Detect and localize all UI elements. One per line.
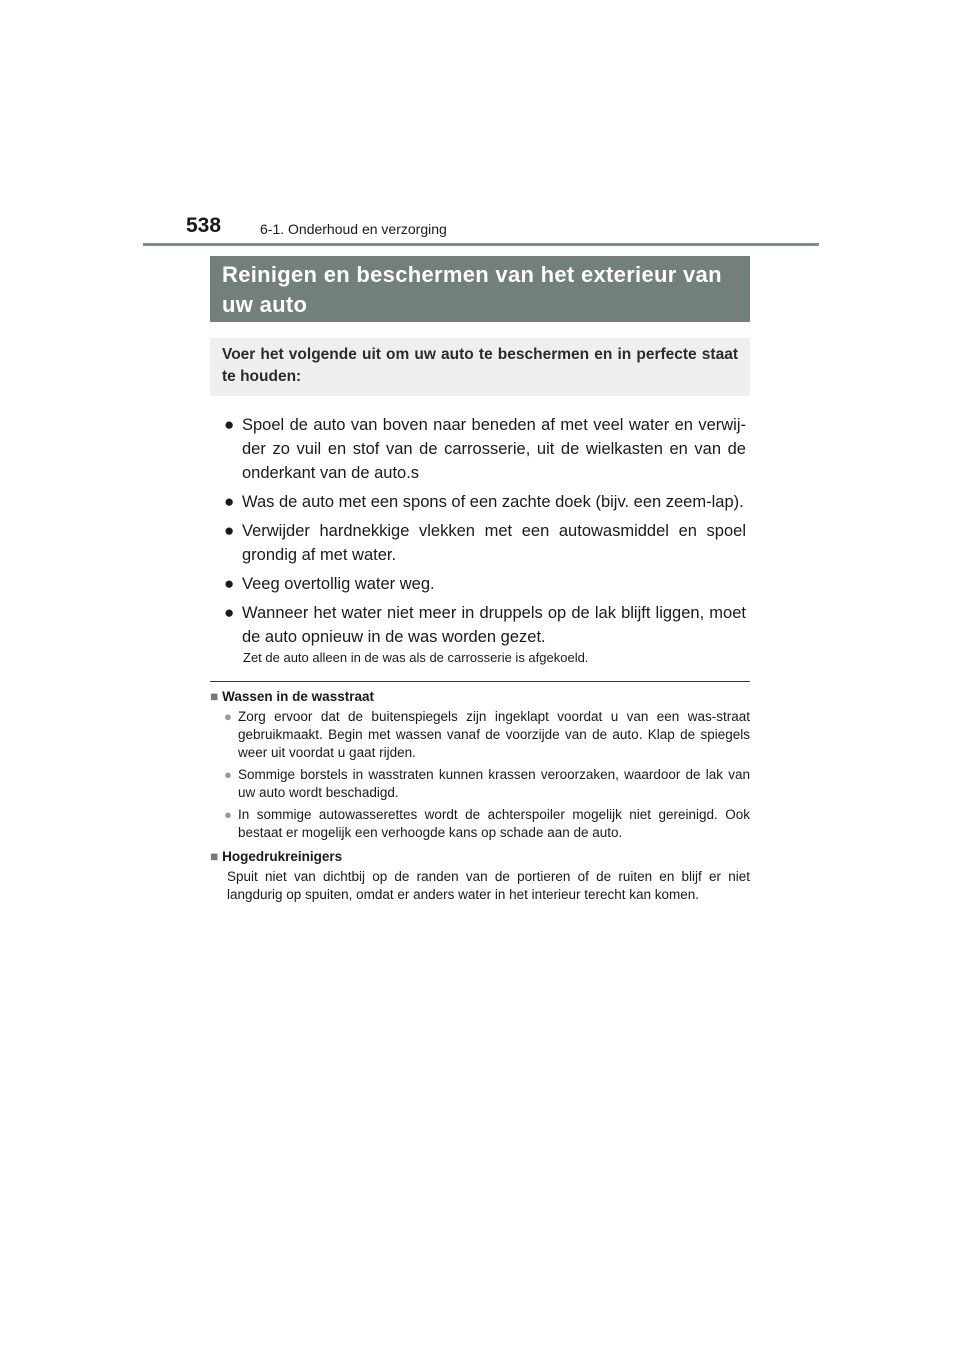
list-item-text: Wanneer het water niet meer in druppels op de lak blijft liggen, moet de auto opnieuw in de was worden gezet. — [242, 604, 746, 646]
list-item-text: Spoel de auto van boven naar beneden af met veel water en verwij-der zo vuil en stof van de carrosserie, uit de wielkasten en van de onderkant van de auto.s — [242, 416, 746, 482]
bullet-icon: ● — [224, 521, 235, 540]
bullet-icon: ● — [224, 415, 235, 434]
wasstraat-list — [210, 708, 750, 842]
intro-box: Voer het volgende uit om uw auto te beschermen en in perfecte staat te houden: — [210, 338, 750, 396]
list-item — [224, 601, 746, 649]
header-divider — [143, 243, 819, 246]
square-bullet-icon: ■ — [210, 689, 219, 704]
bullet-icon: ● — [224, 709, 232, 724]
list-item — [224, 413, 746, 485]
page-number: 538 — [186, 214, 222, 237]
list-item — [224, 572, 746, 596]
section-paragraph: Spuit niet van dichtbij op de randen van de portieren of de ruiten en blijf er niet langdurig op spuiten, omdat er anders water in het interieur terecht kan komen. — [227, 869, 750, 902]
list-item-text: Sommige borstels in wasstraten kunnen krassen veroorzaken, waardoor de lak van uw auto wordt beschadigd. — [238, 767, 750, 800]
list-item — [210, 766, 750, 802]
page-title: Reinigen en beschermen van het exterieur van uw auto — [210, 256, 750, 322]
list-item — [224, 519, 746, 567]
section-heading: ■ Hogedrukreinigers — [210, 849, 343, 864]
square-bullet-icon: ■ — [210, 849, 219, 864]
note-text: Zet de auto alleen in de was als de carrosserie is afgekoeld. — [243, 650, 589, 665]
section-divider — [210, 681, 750, 682]
bullet-icon: ● — [224, 492, 235, 511]
list-item — [210, 806, 750, 842]
bullet-icon: ● — [224, 767, 232, 782]
list-item — [224, 490, 746, 514]
list-item-text: Verwijder hardnekkige vlekken met een autowasmiddel en spoel grondig af met water. — [242, 522, 746, 564]
list-item-text: Veeg overtollig water weg. — [242, 575, 435, 593]
section-hogedruk — [210, 848, 750, 904]
section-wasstraat — [210, 688, 750, 846]
section-reference: 6-1. Onderhoud en verzorging — [260, 221, 447, 237]
bullet-icon: ● — [224, 603, 235, 622]
list-item-text: Was de auto met een spons of een zachte doek (bijv. een zeem-lap). — [242, 493, 744, 511]
instruction-list — [224, 413, 746, 654]
list-item-text: In sommige autowasserettes wordt de achterspoiler mogelijk niet gereinigd. Ook bestaat er mogelijk een verhoogde kans op schade aan de auto. — [238, 807, 750, 840]
section-heading: ■ Wassen in de wasstraat — [210, 689, 374, 704]
bullet-icon: ● — [224, 807, 232, 822]
list-item — [210, 708, 750, 762]
bullet-icon: ● — [224, 574, 235, 593]
list-item-text: Zorg ervoor dat de buitenspiegels zijn ingeklapt voordat u van een was-straat gebruikmaakt. Begin met wassen vanaf de voorzijde van de auto. Klap de spiegels weer uit voordat u gaat rijden. — [238, 709, 750, 760]
